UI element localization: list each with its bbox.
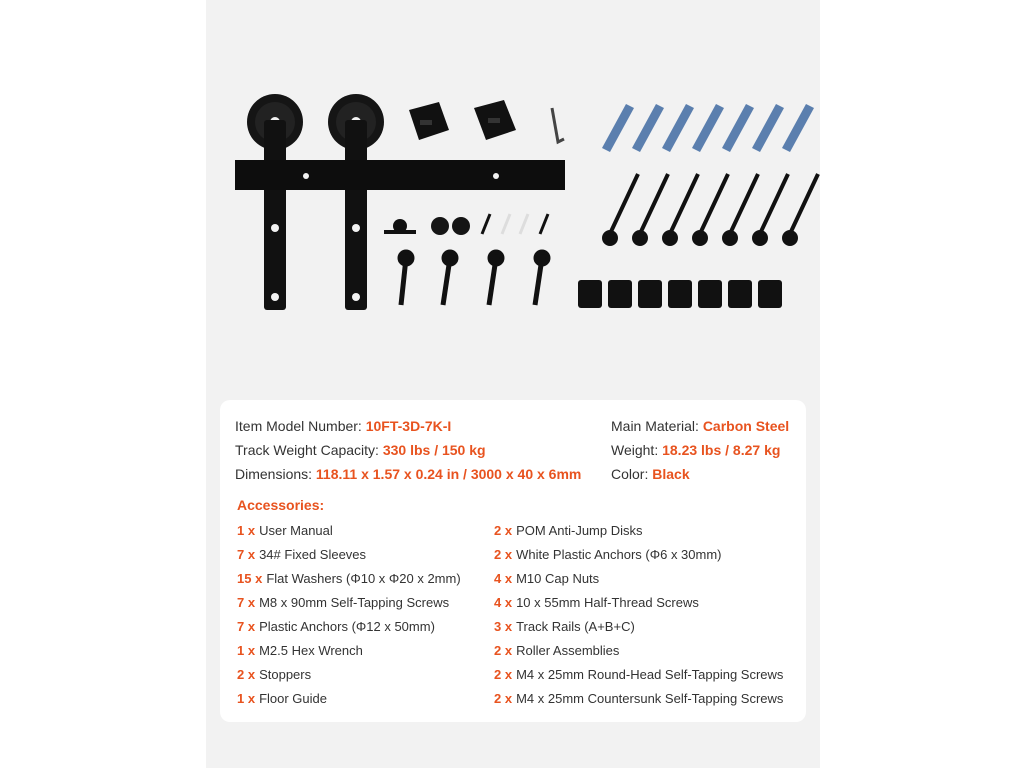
accessory-qty: 7 x	[237, 619, 256, 634]
fixed-sleeves	[578, 280, 782, 308]
half-thread-screws	[400, 252, 548, 305]
accessory-item	[494, 595, 699, 610]
accessory-qty: 2 x	[494, 691, 513, 706]
accessory-qty: 2 x	[237, 667, 256, 682]
spec-label: Weight:	[611, 442, 659, 458]
spec-color	[611, 466, 690, 482]
accessory-name: M4 x 25mm Countersunk Self-Tapping Screws	[516, 691, 784, 706]
stoppers	[409, 100, 516, 140]
accessory-qty: 1 x	[237, 691, 256, 706]
spec-value: 18.23 lbs / 8.27 kg	[662, 442, 781, 458]
spec-model	[235, 418, 451, 434]
spec-label: Main Material:	[611, 418, 699, 434]
accessory-qty: 2 x	[494, 523, 513, 538]
accessory-item	[494, 667, 783, 682]
spec-capacity	[235, 442, 486, 458]
spec-value: 330 lbs / 150 kg	[382, 442, 486, 458]
accessory-item	[237, 523, 333, 538]
accessory-item	[237, 547, 366, 562]
accessory-qty: 7 x	[237, 595, 256, 610]
accessories-title: Accessories:	[237, 497, 325, 513]
accessory-qty: 3 x	[494, 619, 513, 634]
self-tapping-screws	[604, 174, 818, 244]
roller-assembly-right	[328, 94, 384, 310]
accessory-item	[237, 571, 461, 586]
accessory-name: M10 Cap Nuts	[516, 571, 600, 586]
spec-value: 10FT-3D-7K-I	[365, 418, 452, 434]
specification-card	[220, 400, 806, 722]
spec-label: Item Model Number:	[235, 418, 362, 434]
accessory-item	[494, 643, 619, 658]
accessory-qty: 7 x	[237, 547, 256, 562]
spec-value: Black	[652, 466, 690, 482]
accessory-qty: 15 x	[237, 571, 263, 586]
accessory-item	[237, 595, 449, 610]
accessory-item	[494, 523, 643, 538]
accessory-name: User Manual	[259, 523, 333, 538]
product-panel	[206, 0, 820, 768]
accessory-qty: 2 x	[494, 667, 513, 682]
accessory-name: Stoppers	[259, 667, 312, 682]
accessory-qty: 1 x	[237, 523, 256, 538]
accessory-item	[494, 691, 783, 706]
accessory-name: M2.5 Hex Wrench	[259, 643, 363, 658]
accessory-name: M8 x 90mm Self-Tapping Screws	[259, 595, 450, 610]
accessory-name: 10 x 55mm Half-Thread Screws	[516, 595, 699, 610]
accessory-name: White Plastic Anchors (Φ6 x 30mm)	[516, 547, 722, 562]
accessory-name: 34# Fixed Sleeves	[259, 547, 367, 562]
accessory-name: POM Anti-Jump Disks	[516, 523, 643, 538]
spec-label: Track Weight Capacity:	[235, 442, 379, 458]
accessory-item	[237, 643, 363, 658]
accessory-name: Floor Guide	[259, 691, 327, 706]
accessory-qty: 4 x	[494, 595, 513, 610]
accessory-name: Roller Assemblies	[516, 643, 620, 658]
anti-jump-disks	[431, 217, 470, 235]
spec-label: Dimensions:	[235, 466, 313, 482]
accessory-name: Flat Washers (Φ10 x Φ20 x 2mm)	[266, 571, 461, 586]
spec-label: Color:	[611, 466, 649, 482]
accessory-name: Plastic Anchors (Φ12 x 50mm)	[259, 619, 435, 634]
accessory-name: M4 x 25mm Round-Head Self-Tapping Screws	[516, 667, 784, 682]
accessory-qty: 1 x	[237, 643, 256, 658]
track-rail	[235, 160, 565, 190]
spec-weight	[611, 442, 780, 458]
accessory-item	[237, 691, 327, 706]
accessory-item	[494, 571, 599, 586]
hardware-kit-photo	[206, 0, 820, 390]
spec-material	[611, 418, 789, 434]
spec-dimensions	[235, 466, 581, 482]
hex-wrench-icon	[552, 108, 564, 142]
spec-value: Carbon Steel	[702, 418, 790, 434]
accessory-qty: 2 x	[494, 643, 513, 658]
small-screws	[482, 214, 548, 234]
plastic-anchors	[602, 104, 814, 152]
accessory-qty: 2 x	[494, 547, 513, 562]
accessory-qty: 4 x	[494, 571, 513, 586]
accessory-item	[494, 619, 635, 634]
floor-guide	[384, 219, 416, 234]
accessory-item	[494, 547, 722, 562]
roller-assembly-left	[247, 94, 303, 310]
accessory-item	[237, 667, 311, 682]
accessory-item	[237, 619, 435, 634]
accessory-name: Track Rails (A+B+C)	[516, 619, 635, 634]
spec-value: 118.11 x 1.57 x 0.24 in / 3000 x 40 x 6mm	[315, 466, 582, 482]
